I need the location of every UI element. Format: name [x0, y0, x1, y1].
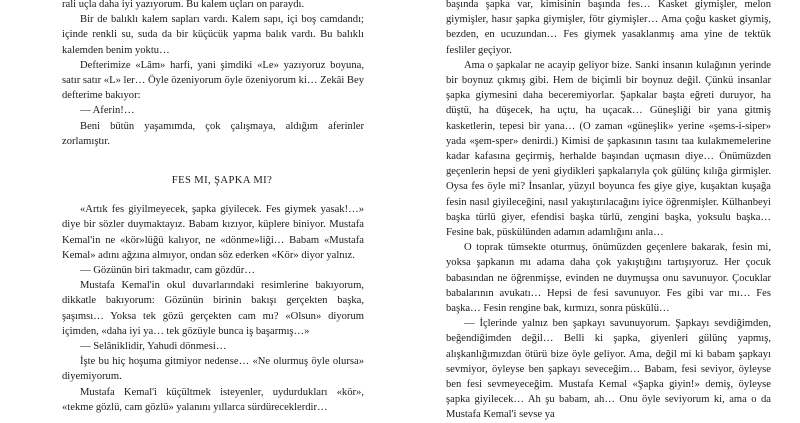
paragraph: — Aferin!… [80, 105, 135, 117]
paragraph: Mustafa Kemal'i küçültmek isteyenler, uydurdukları «kör», «tekme gözlü, cam gözlü» yalanını yıllarca sürdüreceklerdir… [62, 386, 364, 413]
paragraph: — İçlerinde yalnız ben şapkayı savunuyorum. Şapkayı sevdiğimden, beğendiğimden değil… Belli ki şapka, giyenleri gülünç yapmış, alışkanlığımızdan ötürü bize öyle geliyor. Ama, değil mi ki babam şapkayı sevmiyor, öyleyse ben şapkayı seveceğim… Babam, fesi seviyor, öyleyse ben fesi sevmeyeceğim. Mustafa Kemal «Şapka giyin!» demiş, öyleyse şapka giyilecek… Ah şu babam, ah… Onu öyle seviyorum ki, ama o da Mustafa Kemal'i sevse ya [446, 318, 771, 421]
section-heading: FES MI, ŞAPKA MI? [171, 175, 273, 187]
paragraph: Mustafa Kemal'in okul duvarlarındaki resimlerine bakıyorum, dikkatle bakıyorum: Gözünün birinin bakışı gerçekten başka, şaşımsı… Yoksa tek gözü gerçekten cam mı? «Olsun» diyorum içimden, «daha iyi ya… tek gözüyle bunca iş başarmış…» [62, 280, 364, 337]
right-column [446, 0, 771, 423]
paragraph: rali uçla daha iyi yazıyorum. Bu kalem uçları on paraydı. [62, 0, 305, 10]
paragraph: İşte bu hiç hoşuma gitmiyor nedense… «Ne olurmuş öyle olursa» diyemiyorum. [62, 356, 364, 383]
paragraph: Defterimize «Lâm» harfi, yani şimdiki «Le» yazıyoruz boyuna, satır satır «L» ler… Öyle özeniyorum öyle özeniyorum ki… Zekâi Bey defterime bakıyor: [62, 59, 364, 102]
paragraph: — Selâniklidir, Yahudi dönmesi… [80, 341, 227, 353]
section-spacer [62, 149, 364, 166]
paragraph: Ama o şapkalar ne acayip geliyor bize. Sanki insanın kulağının yerinde bir boynuz çıkmış gibi. Hem de biçimli bir boynuz değil. Çünkü insanlar şapka giymesini daha beceremiyorlar. Şapkalar başta eğreti duruyor, ha düştü, ha düşecek, ha uçtu, ha uçacak… Güneşliği bir yana gitmiş kasketlerin, tepesi bir yana… (O zaman «güneşlik» yerine «şems-i-siper» yada «şem-sper» denirdi.) Kimisi de şapkasının tasını taa kulakmemelerine kadar kafasına geçirmiş, herhalde başından uçmasın diye… Önümüzden geçenlerin hepsi de yeni giydikleri şapkalarıyla çok gülünç kılığa girmişler. Oysa fes öyle mi? İnsanlar, yüzyıl boyunca fes giye giye, kuşaktan kuşağa fesin nasıl giyileceğini, nasıl yakıştırılacağını iyice öğrenmişler. Külhanbeyi başka türlü giyer, efendisi başka türlü, zengini başka, yoksulu başka… Fesine bak, püskülünden adamın adamlığını anla… [446, 59, 771, 239]
left-column [62, 0, 364, 415]
paragraph: — Gözünün biri takmadır, cam gözdür… [80, 265, 255, 277]
paragraph: O toprak tümsekte oturmuş, önümüzden geçenlere bakarak, fesin mi, yoksa şapkanın mı adama daha çok yakıştığını tartışıyoruz. Her çocuk babasından ne öğrenmişse, evinden ne duymuşsa onu savunuyor. Çocuklar babalarının avukatı… Hepsi de fesi savunuyor. Fes gibi var mı… Fes başka… Fesin rengine bak, kırmızı, sonra püskülü… [446, 242, 771, 315]
paragraph: Bir de balıklı kalem sapları vardı. Kalem sapı, içi boş camdandı; içinde renkli su, suda da bir küçücük yapma balık vardı. Bu balıklı kalemden benim yoktu… [62, 14, 364, 56]
paragraph: Beni bütün yaşamımda, çok çalışmaya, aldığım aferinler zorlamıştır. [62, 120, 364, 147]
paragraph: başında şapka var, kimisinin başında fes… Kasket giymişler, melon giymişler, hasır şapka giymişler, fötr giymişler… Ama çoğu kasket giymiş, bezden, en ucuzundan… Fes giymek yasaklanmış ama yine de tektük fesliler geçiyor. [446, 0, 771, 56]
paragraph: «Artık fes giyilmeyecek, şapka giyilecek. Fes giymek yasak!…» diye bir sözler duymaktayız. Babam kızıyor, küplere biniyor. Mustafa Kemal'in ne «kör»lüğü kalıyor, ne «dönme»liği… Babam «Mustafa Kemal» adını ağzına almıyor, ondan söz ederken «Kör» diyor yalnız. [62, 204, 364, 261]
